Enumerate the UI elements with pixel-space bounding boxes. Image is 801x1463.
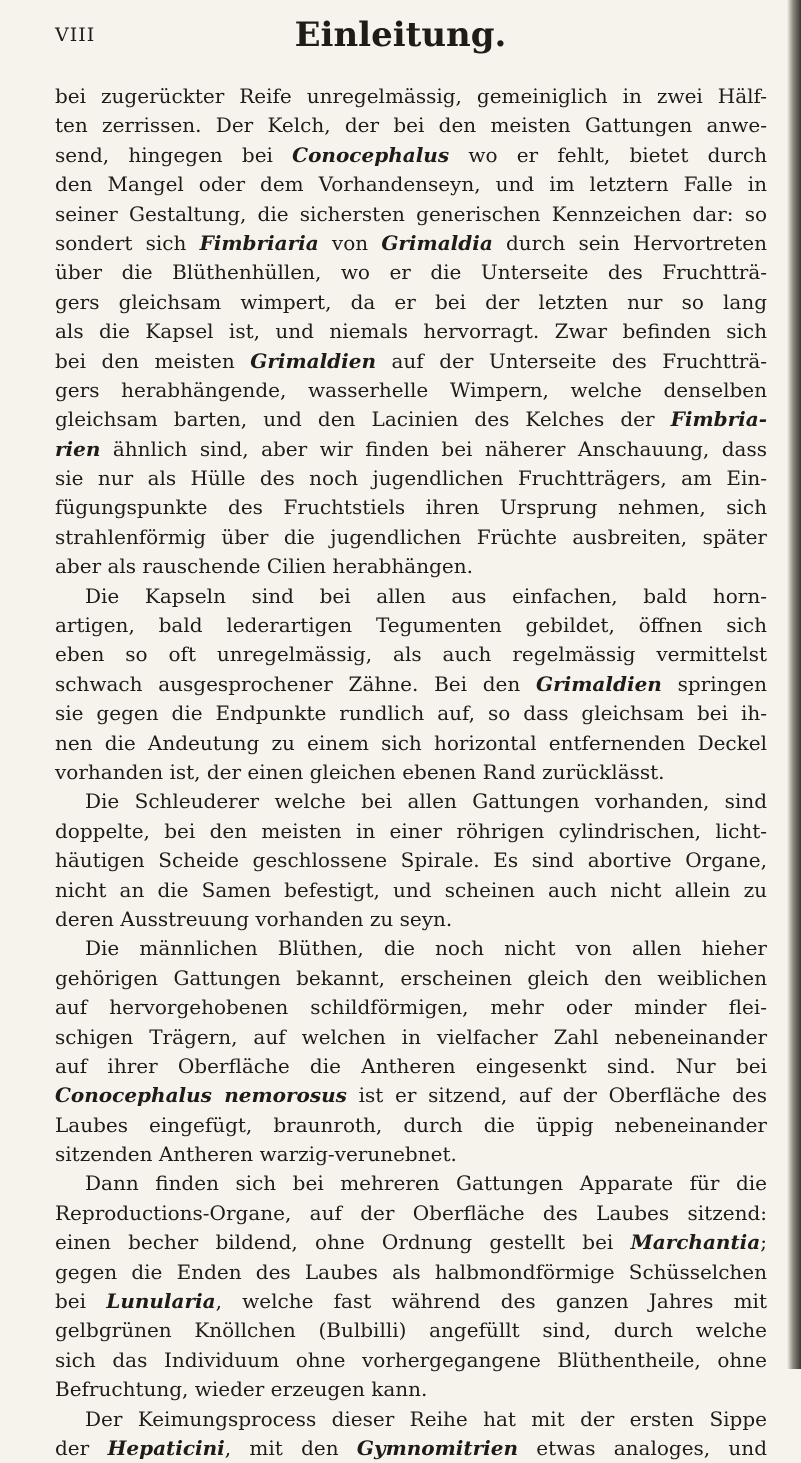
text-run: bei zugerückter Reife unregelmässig, gemeiniglich in zwei Hälf-: [55, 84, 767, 108]
taxon-name: Fimbriaria: [199, 230, 319, 255]
taxon-name: Fimbria-: [670, 407, 767, 432]
text-run: Dann finden sich bei mehreren Gattungen Apparate für die: [85, 1171, 767, 1196]
page-edge-shadow: [787, 0, 801, 1369]
text-line: [55, 493, 767, 522]
text-run: sich das Individuum ohne vorhergegangene Blüthentheile, ohne: [55, 1347, 767, 1372]
text-run: ähnlich sind, aber wir finden bei näherer Anschauung, dass: [100, 436, 767, 461]
text-run: schigen Trägern, auf welchen in vielfacher Zahl nebeneinander: [55, 1024, 767, 1049]
text-run: Reproductions-Organe, auf der Oberfläche des Laubes sitzend:: [55, 1200, 767, 1225]
text-line: [55, 1434, 767, 1463]
text-run: seiner Gestaltung, die sichersten generischen Kennzeichen dar: so: [55, 201, 767, 226]
text-line: [55, 523, 767, 552]
text-run: ;: [760, 1230, 767, 1255]
text-line: [55, 170, 767, 199]
text-run: Der Keimungsprocess dieser Reihe hat mit der ersten Sippe: [85, 1406, 767, 1431]
text-line: [55, 934, 767, 963]
text-run: springen: [661, 671, 768, 696]
text-run: über die Blüthenhüllen, wo er die Unterseite des Fruchtträ-: [55, 260, 767, 285]
text-line: [55, 347, 767, 376]
taxon-name: Conocephalus nemorosus: [55, 1083, 347, 1108]
text-line: [55, 787, 767, 816]
text-line: [55, 229, 767, 258]
page-number: VIII: [55, 24, 96, 46]
text-run: strahlenförmig über die jugendlichen Früchte ausbreiten, später: [55, 524, 767, 549]
text-line: [55, 1023, 767, 1052]
text-run: ist er sitzend, auf der Oberfläche des: [346, 1083, 767, 1108]
text-run: gleichsam barten, und den Lacinien des Kelches der: [55, 407, 671, 432]
text-line: [55, 640, 767, 669]
text-run: send, hingegen bei: [55, 142, 293, 167]
text-line: [55, 1140, 767, 1169]
text-run: artigen, bald lederartigen Tegumenten gebildet, öffnen sich: [55, 613, 767, 638]
text-run: von: [318, 230, 382, 255]
text-line: [55, 82, 767, 111]
text-line: [55, 552, 767, 581]
text-run: schwach ausgesprochener Zähne. Bei den: [55, 671, 537, 696]
text-run: gehörigen Gattungen bekannt, erscheinen gleich den weiblichen: [55, 965, 767, 990]
taxon-name: Marchantia: [630, 1230, 761, 1255]
text-run: der: [55, 1435, 108, 1460]
text-run: Die Schleuderer welche bei allen Gattungen vorhanden, sind: [85, 789, 767, 814]
text-run: deren Ausstreuung vorhanden zu seyn.: [55, 906, 453, 931]
text-line: [55, 1228, 767, 1257]
text-line: [55, 1111, 767, 1140]
text-line: [55, 435, 767, 464]
text-line: [55, 1346, 767, 1375]
text-line: [55, 258, 767, 287]
text-line: [55, 464, 767, 493]
text-line: [55, 1316, 767, 1345]
text-run: nen die Andeutung zu einem sich horizontal entfernenden Deckel: [55, 730, 767, 755]
text-line: [55, 1169, 767, 1198]
taxon-name: Grimaldien: [250, 348, 377, 373]
text-run: nicht an die Samen befestigt, und scheinen auch nicht allein zu: [55, 877, 767, 902]
body-text: [55, 82, 767, 1463]
taxon-name: Grimaldia: [381, 230, 493, 255]
text-run: vorhanden ist, der einen gleichen ebenen Rand zurücklässt.: [55, 759, 665, 784]
text-run: sie nur als Hülle des noch jugendlichen Fruchtträgers, am Ein-: [55, 466, 767, 491]
text-run: gers gleichsam wimpert, da er bei der letzten nur so lang: [55, 289, 767, 314]
text-line: [55, 876, 767, 905]
taxon-name: rien: [55, 436, 101, 461]
text-line: [55, 1258, 767, 1287]
taxon-name: Grimaldien: [536, 671, 662, 696]
text-run: bei: [55, 1289, 107, 1314]
text-run: Die männlichen Blüthen, die noch nicht von allen hieher: [85, 936, 767, 961]
text-line: [55, 1287, 767, 1316]
text-run: , welche fast während des ganzen Jahres mit: [215, 1289, 767, 1314]
text-run: häutigen Scheide geschlossene Spirale. Es sind abortive Organe,: [55, 848, 767, 873]
text-line: [55, 758, 767, 787]
text-line: [55, 729, 767, 758]
text-line: [55, 200, 767, 229]
text-run: sie gegen die Endpunkte rundlich auf, so dass gleichsam bei ih-: [55, 701, 767, 726]
text-run: durch sein Hervortreten: [492, 230, 768, 255]
text-line: [55, 141, 767, 170]
text-run: gers herabhängende, wasserhelle Wimpern, welche denselben: [55, 377, 767, 402]
text-line: [55, 905, 767, 934]
text-run: Befruchtung, wieder erzeugen kann.: [55, 1377, 428, 1402]
text-line: [55, 964, 767, 993]
taxon-name: Gymnomitrien: [356, 1435, 519, 1460]
text-run: Die Kapseln sind bei allen aus einfachen, bald horn-: [85, 583, 767, 608]
text-run: doppelte, bei den meisten in einer röhrigen cylindrischen, licht-: [55, 818, 767, 843]
text-line: [55, 1052, 767, 1081]
text-run: gelbgrünen Knöllchen (Bulbilli) angefüllt sind, durch welche: [55, 1318, 767, 1343]
text-line: [55, 611, 767, 640]
text-line: [55, 317, 767, 346]
text-run: einen becher bildend, ohne Ordnung gestellt bei: [55, 1230, 631, 1255]
text-line: [55, 670, 767, 699]
text-run: Laubes eingefügt, braunroth, durch die üppig nebeneinander: [55, 1112, 767, 1137]
text-run: bei den meisten: [55, 348, 251, 373]
text-run: etwas analoges, und: [518, 1435, 767, 1460]
text-line: [55, 111, 767, 140]
text-run: auf ihrer Oberfläche die Antheren eingesenkt sind. Nur bei: [55, 1053, 767, 1078]
text-run: gegen die Enden des Laubes als halbmondförmige Schüsselchen: [55, 1259, 767, 1284]
text-line: [55, 1081, 767, 1110]
text-line: [55, 376, 767, 405]
text-line: [55, 817, 767, 846]
text-line: [55, 846, 767, 875]
page-header: [0, 0, 801, 60]
text-line: [55, 699, 767, 728]
text-line: [55, 1375, 767, 1404]
taxon-name: Lunularia: [106, 1289, 216, 1314]
text-line: [55, 288, 767, 317]
text-run: auf der Unterseite des Fruchtträ-: [376, 348, 768, 373]
text-line: [55, 993, 767, 1022]
text-line: [55, 405, 767, 434]
running-title: Einleitung.: [294, 15, 507, 55]
text-run: wo er fehlt, bietet durch: [449, 142, 767, 167]
text-line: [55, 1199, 767, 1228]
text-run: sondert sich: [55, 230, 200, 255]
text-run: , mit den: [224, 1435, 357, 1460]
text-run: aber als rauschende Cilien herabhängen.: [55, 554, 473, 579]
text-run: ten zerrissen. Der Kelch, der bei den meisten Gattungen anwe-: [55, 113, 767, 138]
taxon-name: Conocephalus: [292, 142, 450, 167]
text-run: den Mangel oder dem Vorhandenseyn, und im letztern Falle in: [55, 172, 767, 197]
text-run: sitzenden Antheren warzig-verunebnet.: [55, 1142, 457, 1167]
text-run: fügungspunkte des Fruchtstiels ihren Ursprung nehmen, sich: [55, 495, 767, 520]
text-line: [55, 1405, 767, 1434]
text-run: auf hervorgehobenen schildförmigen, mehr oder minder flei-: [55, 995, 767, 1020]
text-run: eben so oft unregelmässig, als auch regelmässig vermittelst: [55, 642, 767, 667]
text-run: als die Kapsel ist, und niemals hervorragt. Zwar befinden sich: [55, 319, 767, 344]
text-line: [55, 582, 767, 611]
taxon-name: Hepaticini: [107, 1435, 225, 1460]
